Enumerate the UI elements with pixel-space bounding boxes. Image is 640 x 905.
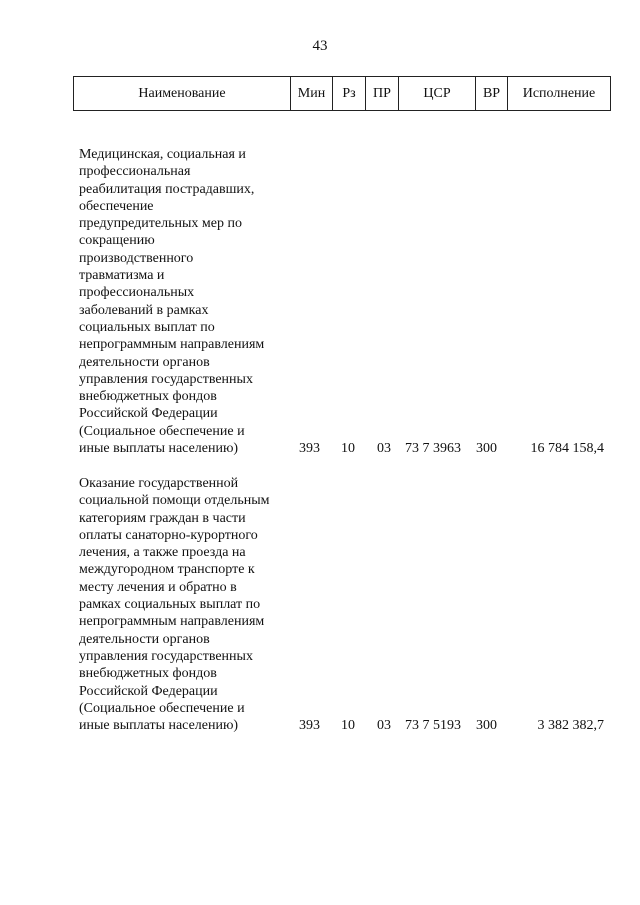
table-header <box>73 76 611 111</box>
header-vr: ВР <box>476 77 508 111</box>
header-csr: ЦСР <box>399 77 476 111</box>
page-number: 43 <box>312 38 328 54</box>
row-min: 393 <box>299 718 320 733</box>
header-row <box>74 77 611 111</box>
header-min: Мин <box>291 77 333 111</box>
row-csr: 73 7 3963 <box>405 441 461 456</box>
header-rz: Рз <box>333 77 366 111</box>
row-pr: 03 <box>377 441 391 456</box>
row-name: Медицинская, социальная и профессиональная реабилитация пострадавших, обеспечение предупредительных мер по сокращению производственного травматизма и профессиональных заболеваний в рамках социальных выплат по непрограммным направлениям деятельности органов управления государственных внебюджетных фондов Российской Федерации (Социальное обеспечение и иные выплаты населению) <box>79 147 265 457</box>
row-csr: 73 7 5193 <box>405 718 461 733</box>
row-name: Оказание государственной социальной помощи отдельным категориям граждан в части оплаты санаторно-курортного лечения, а также проезда на междугородном транспорте к месту лечения и обратно в рамках социальных выплат по непрограммным направлениям деятельности органов управления государственных внебюджетных фондов Российской Федерации (Социальное обеспечение и иные выплаты населению) <box>79 476 270 734</box>
row-pr: 03 <box>377 718 391 733</box>
row-vr: 300 <box>476 441 497 456</box>
header-execution: Исполнение <box>508 77 611 111</box>
row-vr: 300 <box>476 718 497 733</box>
row-amount: 16 784 158,4 <box>530 441 604 456</box>
row-rz: 10 <box>341 718 355 733</box>
header-pr: ПР <box>366 77 399 111</box>
row-min: 393 <box>299 441 320 456</box>
row-amount: 3 382 382,7 <box>537 718 604 733</box>
row-rz: 10 <box>341 441 355 456</box>
header-name: Наименование <box>74 77 291 111</box>
